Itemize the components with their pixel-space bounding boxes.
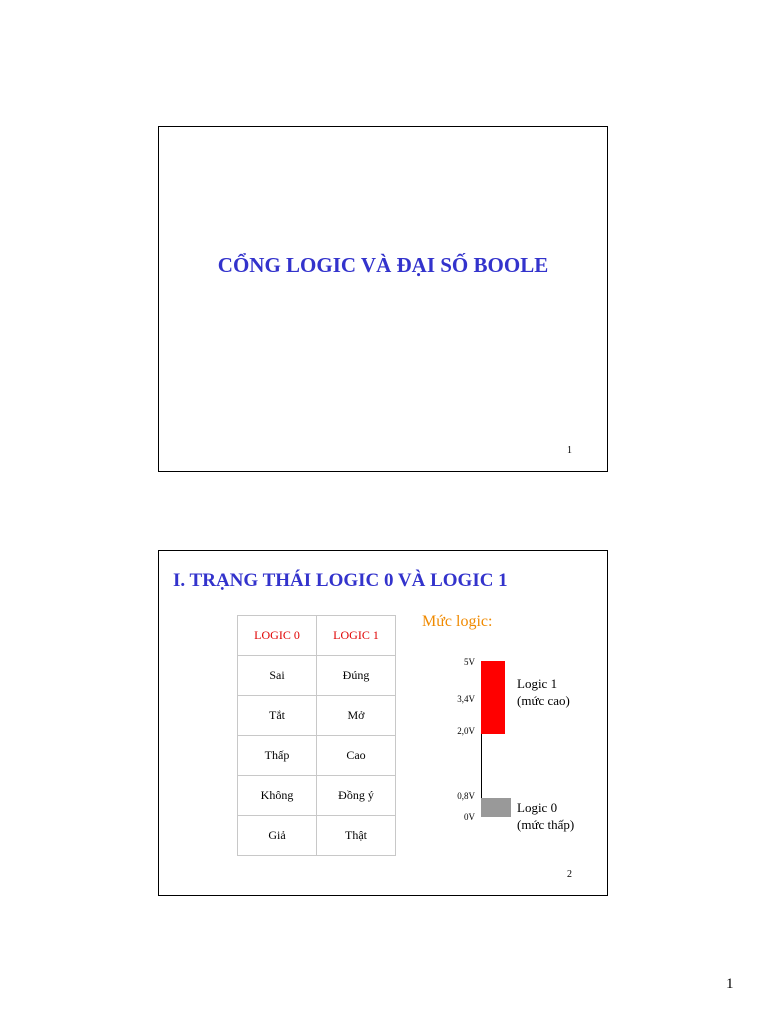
voltage-label-0-8v: 0,8V <box>457 791 475 801</box>
slide-2 <box>158 550 608 896</box>
logic-0-title: Logic 0 <box>517 800 558 815</box>
slide-heading: I. TRẠNG THÁI LOGIC 0 VÀ LOGIC 1 <box>173 570 508 591</box>
table-cell: Đúng <box>317 656 396 696</box>
logic-0-bar <box>481 798 511 817</box>
table-row <box>238 776 396 816</box>
header-logic-0: LOGIC 0 <box>238 616 317 656</box>
slide-number: 2 <box>567 869 572 880</box>
table-row <box>238 656 396 696</box>
table-row <box>238 736 396 776</box>
table-cell: Thấp <box>238 736 317 776</box>
logic-level-title: Mức logic: <box>422 613 493 630</box>
voltage-label-2-0v: 2,0V <box>457 726 475 736</box>
logic-0-subtitle: (mức thấp) <box>517 817 575 832</box>
table-cell: Không <box>238 776 317 816</box>
slide-1 <box>158 126 608 472</box>
logic-1-label <box>517 675 570 709</box>
logic-1-title: Logic 1 <box>517 676 558 691</box>
header-logic-1: LOGIC 1 <box>317 616 396 656</box>
page-number: 1 <box>726 976 734 992</box>
logic-states-table <box>237 615 396 856</box>
logic-1-bar <box>481 661 505 734</box>
voltage-label-0v: 0V <box>464 812 475 822</box>
logic-0-label <box>517 799 574 833</box>
voltage-label-5v: 5V <box>464 657 475 667</box>
table-header-row <box>238 616 396 656</box>
table-cell: Mở <box>317 696 396 736</box>
table-cell: Thật <box>317 816 396 856</box>
slide-number: 1 <box>567 445 572 456</box>
table-cell: Cao <box>317 736 396 776</box>
logic-1-subtitle: (mức cao) <box>517 693 570 708</box>
table-cell: Giả <box>238 816 317 856</box>
table-row <box>238 696 396 736</box>
table-cell: Tắt <box>238 696 317 736</box>
table-cell: Sai <box>238 656 317 696</box>
voltage-label-3-4v: 3,4V <box>457 694 475 704</box>
table-cell: Đồng ý <box>317 776 396 816</box>
table-row <box>238 816 396 856</box>
slide-title: CỔNG LOGIC VÀ ĐẠI SỐ BOOLE <box>217 253 549 277</box>
